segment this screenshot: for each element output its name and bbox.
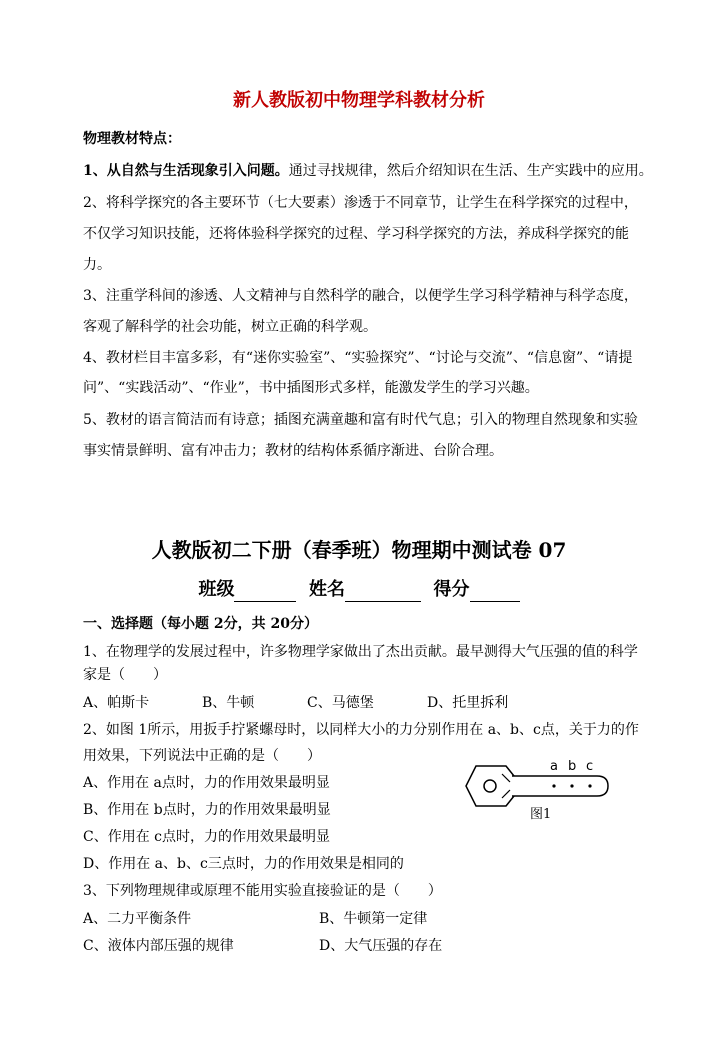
analysis-paragraph-4-line-1: 4、教材栏目丰富多彩，有“迷你实验室”、“实验探究”、“讨论与交流”、“信息窗”、“请提 <box>83 350 633 366</box>
analysis-paragraph-5-line-2: 事实情景鲜明、富有冲击力；教材的结构体系循序渐进、台阶合理。 <box>83 443 503 459</box>
wrench-handle <box>512 776 608 796</box>
analysis-title: 新人教版初中物理学科教材分析 <box>233 90 485 111</box>
figure-label-a: a <box>550 759 558 774</box>
analysis-paragraph-5-line-1: 5、教材的语言简洁而有诗意；插图充满童趣和富有时代气息；引入的物理自然现象和实验 <box>83 412 638 428</box>
q2-option-a: A、作用在 a点时，力的作用效果最明显 <box>83 775 330 791</box>
q1-option-c: C、马德堡 <box>307 695 374 711</box>
point-b-dot <box>570 784 573 787</box>
q3-option-a: A、二力平衡条件 <box>83 911 192 927</box>
q1-option-a: A、帕斯卡 <box>83 695 150 711</box>
q3-line: 3、下列物理规律或原理不能用实验直接验证的是（ ） <box>83 883 442 899</box>
q3-option-c: C、液体内部压强的规律 <box>83 938 234 954</box>
analysis-paragraph-3-line-2: 客观了解科学的社会功能，树立正确的科学观。 <box>83 319 377 335</box>
q3-option-b: B、牛顿第一定律 <box>319 911 428 927</box>
analysis-paragraph-4-line-2: 问”、“实践活动”、“作业”，书中插图形式多样，能激发学生的学习兴趣。 <box>83 380 539 396</box>
analysis-subtitle: 物理教材特点： <box>83 131 181 147</box>
nut-circle <box>484 780 496 792</box>
q1-line-1: 1、在物理学的发展过程中，许多物理学家做出了杰出贡献。最早测得大气压强的值的科学 <box>83 644 638 660</box>
class-blank <box>234 583 296 602</box>
p1-rest: 通过寻找规律，然后介绍知识在生活、生产实践中的应用。 <box>288 163 653 179</box>
score-label: 得分 <box>433 579 470 600</box>
class-label: 班级 <box>198 579 235 600</box>
exam-title: 人教版初二下册（春季班）物理期中测试卷 07 <box>151 538 567 562</box>
q2-option-b: B、作用在 b点时，力的作用效果最明显 <box>83 802 331 818</box>
q2-option-c: C、作用在 c点时，力的作用效果最明显 <box>83 829 331 845</box>
student-info-row <box>0 578 718 602</box>
name-blank <box>345 583 421 602</box>
q1-line-2: 家是（ ） <box>83 667 167 683</box>
figure-caption: 图1 <box>530 807 552 822</box>
q3-option-d: D、大气压强的存在 <box>319 938 443 954</box>
analysis-paragraph-2-line-3: 力。 <box>83 257 111 273</box>
p1-bold-lead: 1、从自然与生活现象引入问题。 <box>83 163 289 179</box>
analysis-paragraph-2-line-2: 不仅学习知识技能，还将体验科学探究的过程、学习科学探究的方法，养成科学探究的能 <box>83 226 629 242</box>
wrench-head <box>466 766 514 806</box>
figure-label-c: c <box>586 759 594 774</box>
q2-line-2: 用效果，下列说法中正确的是（ ） <box>83 748 321 764</box>
figure-label-b: b <box>568 759 577 774</box>
section-1-heading: 一、选择题（每小题 2分，共 20分） <box>83 616 318 632</box>
analysis-paragraph-2-line-1: 2、将科学探究的各主要环节（七大要素）渗透于不同章节，让学生在科学探究的过程中， <box>83 195 638 211</box>
q1-option-b: B、牛顿 <box>202 695 255 711</box>
q2-line-1: 2、如图 1所示，用扳手拧紧螺母时，以同样大小的力分别作用在 a、b、c点，关于力的作 <box>83 722 639 738</box>
point-c-dot <box>588 784 591 787</box>
analysis-paragraph-3-line-1: 3、注重学科间的渗透、人文精神与自然科学的融合，以便学生学习科学精神与科学态度， <box>83 288 638 304</box>
q2-option-d: D、作用在 a、b、c三点时，力的作用效果是相同的 <box>83 856 404 872</box>
q1-option-d: D、托里拆利 <box>427 695 509 711</box>
name-label: 姓名 <box>309 579 345 600</box>
wrench-jaw <box>502 774 510 798</box>
point-a-dot <box>552 784 555 787</box>
analysis-paragraph-1 <box>83 161 653 181</box>
score-blank <box>470 583 520 602</box>
